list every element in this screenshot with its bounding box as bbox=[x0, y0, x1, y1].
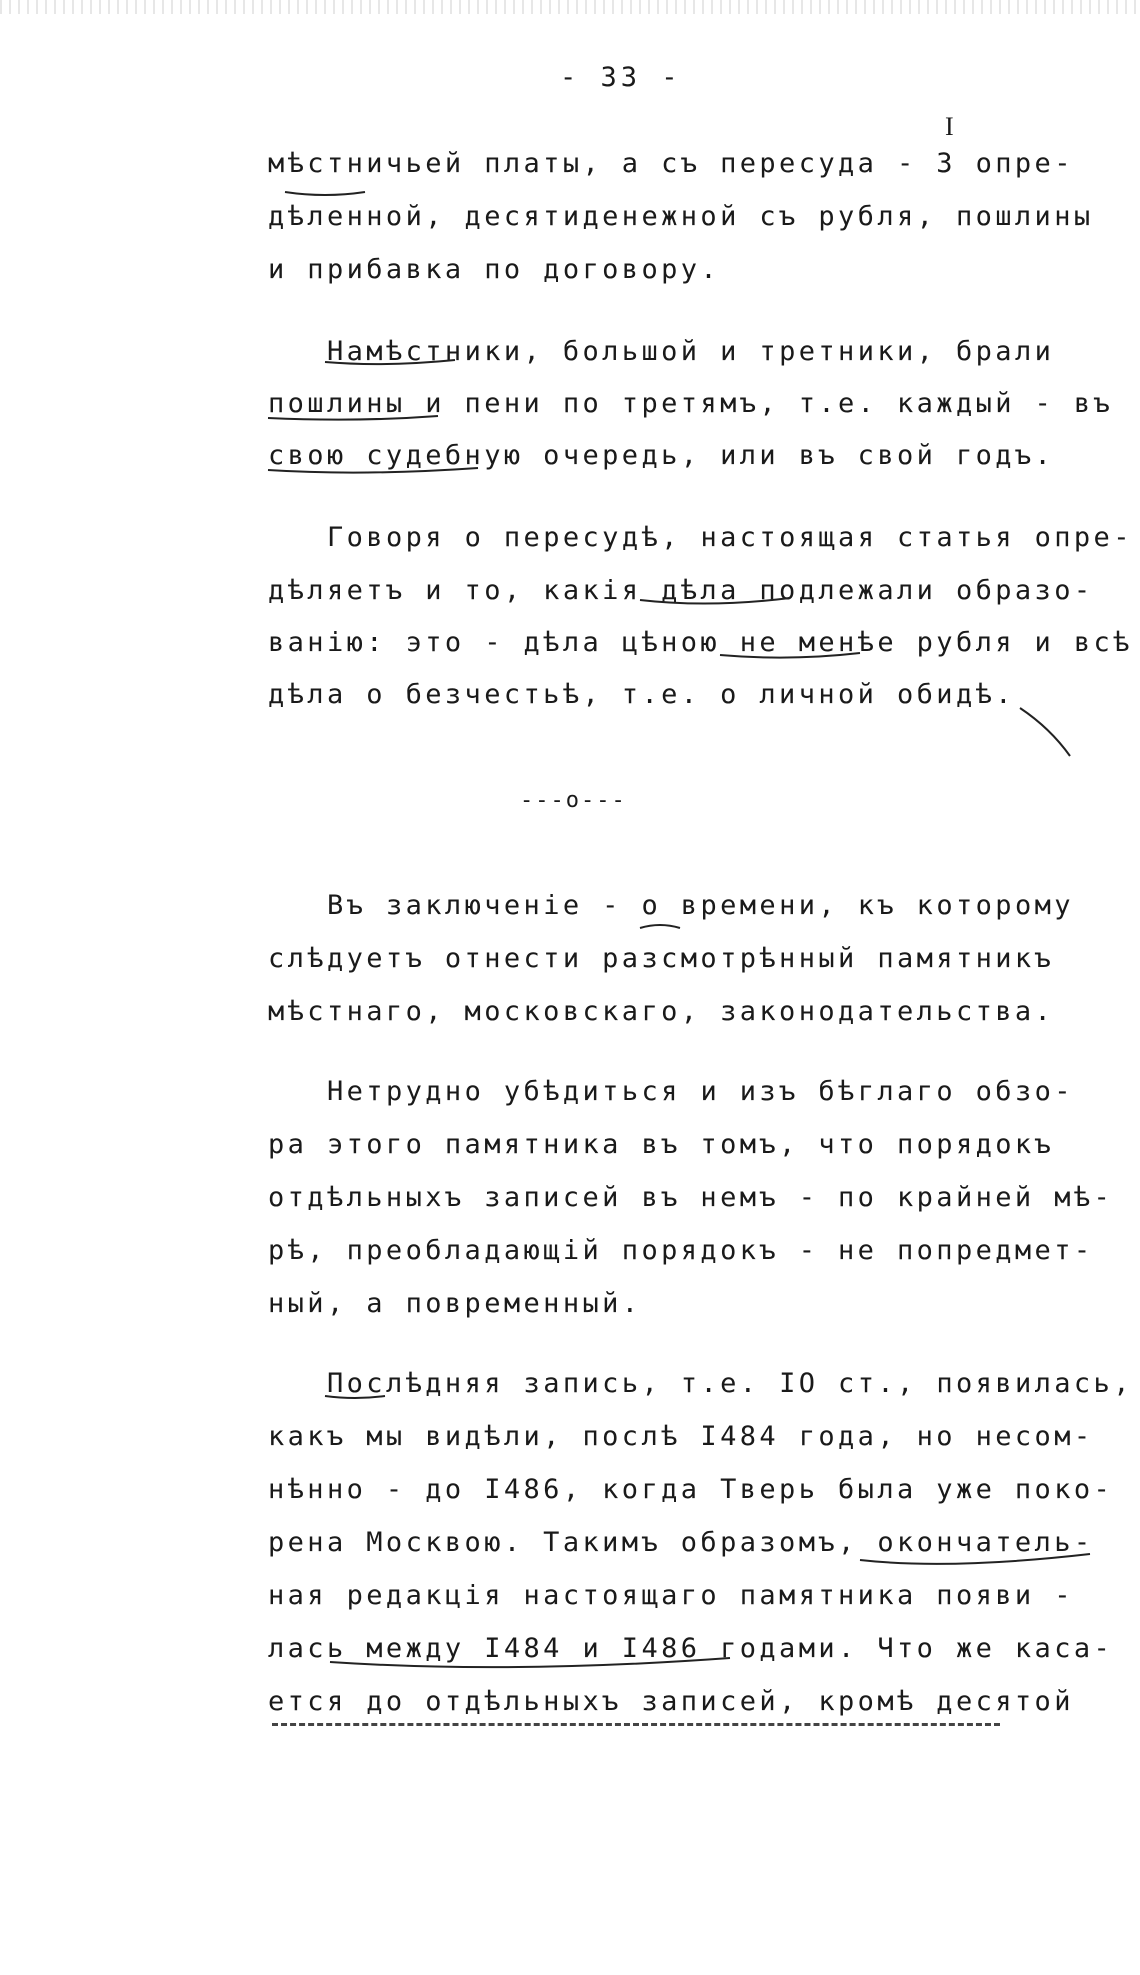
underline-stroke bbox=[325, 1396, 385, 1398]
text-line: ется до отдѣльныхъ записей, кромѣ десятой bbox=[268, 1686, 1074, 1717]
text-line: пошлины и пени по третямъ, т.е. каждый - въ bbox=[268, 388, 1114, 419]
text-line: нѣнно - до I486, когда Тверь была уже поко- bbox=[268, 1474, 1114, 1505]
text-line: ный, а повременный. bbox=[268, 1288, 642, 1319]
text-line: слѣдуетъ отнести разсмотрѣнный памятникъ bbox=[268, 943, 1055, 974]
section-divider: ---о--- bbox=[520, 788, 627, 813]
text-line: рена Москвою. Такимъ образомъ, окончатель- bbox=[268, 1527, 1094, 1558]
text-line: ная редакція настоящаго памятника появи - bbox=[268, 1580, 1074, 1611]
page-number: - 33 - bbox=[560, 62, 682, 93]
text-line: дѣла о безчестьѣ, т.е. о личной обидѣ. bbox=[268, 679, 1015, 710]
text-line: Намѣстники, большой и третники, брали bbox=[327, 336, 1055, 367]
underline-stroke bbox=[325, 360, 455, 364]
text-line: и прибавка по договору. bbox=[268, 254, 721, 285]
margin-mark: I bbox=[945, 112, 954, 141]
text-line: ра этого памятника въ томъ, что порядокъ bbox=[268, 1129, 1055, 1160]
text-line: Нетрудно убѣдиться и изъ бѣглаго обзо- bbox=[327, 1076, 1074, 1107]
text-line: лась между I484 и I486 годами. Что же каса- bbox=[268, 1633, 1114, 1664]
underline-stroke bbox=[268, 416, 438, 420]
text-line: Въ заключеніе - о времени, къ которому bbox=[327, 890, 1074, 921]
text-line: мѣстнаго, московскаго, законодательства. bbox=[268, 996, 1055, 1027]
text-line: мѣстничьей платы, а съ пересуда - 3 опре- bbox=[268, 148, 1074, 179]
underline-stroke bbox=[720, 653, 860, 658]
underline-stroke bbox=[640, 598, 790, 604]
text-line: свою судебную очередь, или въ свой годъ. bbox=[268, 440, 1055, 471]
text-line: отдѣльныхъ записей въ немъ - по крайней мѣ- bbox=[268, 1182, 1114, 1213]
underline-stroke bbox=[330, 1658, 730, 1667]
underline-stroke bbox=[860, 1554, 1090, 1564]
underline-stroke bbox=[268, 468, 478, 473]
text-line: дѣляетъ и то, какія дѣла подлежали обрaзо- bbox=[268, 575, 1094, 606]
underline-stroke bbox=[285, 192, 365, 195]
text-line: ванію: это - дѣла цѣною не менѣе рубля и всѣ bbox=[268, 627, 1133, 658]
text-line: Послѣдняя запись, т.е. IO ст., появилась, bbox=[327, 1368, 1133, 1399]
text-line: рѣ, преобладающій порядокъ - не попредмет- bbox=[268, 1235, 1094, 1266]
margin-stroke bbox=[1020, 708, 1070, 756]
text-line: дѣленной, десятиденежной съ рубля, пошлины bbox=[268, 201, 1094, 232]
underline-stroke bbox=[640, 925, 680, 928]
text-line: какъ мы видѣли, послѣ I484 года, но несом- bbox=[268, 1421, 1094, 1452]
text-line: Говоря о пересудѣ, настоящая статья опре- bbox=[327, 522, 1133, 553]
